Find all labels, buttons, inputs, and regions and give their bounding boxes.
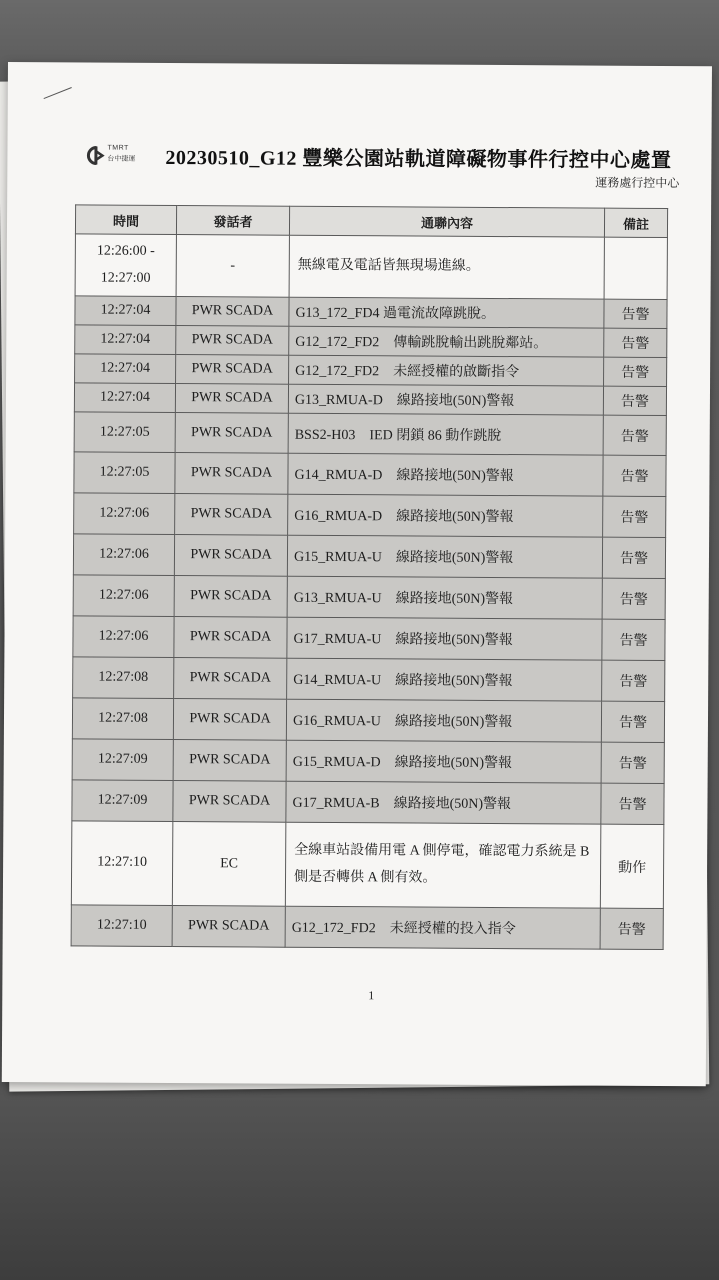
cell-time: 12:27:08 [72,698,173,740]
cell-sender: PWR SCADA [176,297,289,327]
column-header-note: 備註 [604,208,667,237]
table-row [72,698,664,743]
table-row [72,780,664,825]
cell-content: G15_RMUA-D 線路接地(50N)警報 [286,740,601,783]
cell-content: G16_RMUA-U 線路接地(50N)警報 [286,699,601,742]
cell-note: 告警 [601,701,664,742]
cell-note: 告警 [601,783,664,824]
cell-time: 12:27:09 [72,780,173,822]
cell-sender: EC [172,822,286,907]
column-header-time: 時間 [75,205,176,235]
column-header-sender: 發話者 [176,206,289,236]
cell-sender: PWR SCADA [174,535,287,577]
cell-content: G12_172_FD2 未經授權的啟斷指令 [289,355,604,386]
cell-content: G13_RMUA-U 線路接地(50N)警報 [287,576,602,619]
cell-note: 告警 [602,619,665,660]
cell-time: 12:27:06 [73,575,174,617]
table-row [75,296,667,329]
table-row [75,234,667,300]
table-row [71,905,663,950]
cell-time: 12:27:04 [75,296,176,326]
table-row [74,452,666,497]
department-label: 運務處行控中心 [595,175,680,191]
cell-content: G14_RMUA-U 線路接地(50N)警報 [287,658,602,701]
cell-sender: PWR SCADA [176,355,289,385]
tmrt-logo [85,140,145,170]
cell-note: 告警 [602,578,665,619]
cell-note: 告警 [602,537,665,578]
cell-note: 告警 [603,496,666,537]
cell-note: 動作 [600,824,664,908]
cell-note: 告警 [603,386,666,415]
logo-text-zh: 台中捷運 [107,155,136,163]
logo-text-en: TMRT [107,144,129,152]
cell-content: G13_RMUA-D 線路接地(50N)警報 [288,384,603,415]
document-header [85,140,685,191]
cell-content: G13_172_FD4 過電流故障跳脫。 [289,297,604,328]
table-row [74,412,666,456]
cell-note: 告警 [604,328,667,357]
cell-note: 告警 [602,660,665,701]
cell-time: 12:27:06 [73,534,174,576]
communication-log-table [71,204,669,950]
table-row [73,575,665,620]
cell-time: 12:27:06 [73,616,174,658]
cell-sender: PWR SCADA [172,906,285,948]
cell-content: G12_172_FD2 傳輸跳脫輸出跳脫鄰站。 [289,326,604,357]
table-row [73,534,665,579]
table-row [73,657,665,702]
cell-sender: PWR SCADA [174,658,287,700]
table-row [73,616,665,661]
cell-note: 告警 [600,908,663,949]
cell-time: 12:27:09 [72,739,173,781]
cell-time: 12:27:10 [71,821,173,906]
cell-note [604,237,667,300]
cell-content: G16_RMUA-D 線路接地(50N)警報 [288,494,603,537]
cell-time: 12:27:04 [75,325,176,355]
cell-sender: - [176,235,289,298]
table-row [72,739,664,784]
cell-content: G12_172_FD2 未經授權的投入指令 [285,906,600,949]
cell-time: 12:27:06 [74,493,175,535]
cell-sender: PWR SCADA [176,326,289,356]
cell-content: G17_RMUA-U 線路接地(50N)警報 [287,617,602,660]
table-row [74,383,666,416]
cell-sender: PWR SCADA [175,453,288,495]
cell-time: 12:27:04 [75,354,176,384]
cell-sender: PWR SCADA [175,413,288,454]
cell-content: 無線電及電話皆無現場進線。 [289,235,604,299]
table-row [75,354,667,387]
cell-content: BSS2-H03 IED 閉鎖 86 動作跳脫 [288,413,603,455]
cell-time: 12:26:00 - 12:27:00 [75,234,176,297]
table-header-row [75,205,667,238]
pen-mark [44,87,74,105]
cell-note: 告警 [603,415,666,455]
cell-sender: PWR SCADA [174,617,287,659]
cell-content: G15_RMUA-U 線路接地(50N)警報 [287,535,602,578]
cell-note: 告警 [604,299,667,328]
document-title: 20230510_G12 豐樂公園站軌道障礙物事件行控中心處置 [165,146,672,173]
cell-content: G17_RMUA-B 線路接地(50N)警報 [286,781,601,824]
cell-note: 告警 [604,357,667,386]
table-row [71,821,664,909]
cell-sender: PWR SCADA [175,494,288,536]
table-row [74,493,666,538]
column-header-content: 通聯內容 [289,206,604,237]
cell-time: 12:27:04 [74,383,175,413]
cell-sender: PWR SCADA [173,740,286,782]
page-number: 1 [368,988,375,1003]
cell-sender: PWR SCADA [173,699,286,741]
cell-time: 12:27:10 [71,905,172,947]
cell-content: G14_RMUA-D 線路接地(50N)警報 [288,453,603,496]
cell-sender: PWR SCADA [173,781,286,823]
cell-sender: PWR SCADA [175,384,288,414]
document-page [2,62,712,1086]
cell-note: 告警 [603,455,666,496]
table-row [75,325,667,358]
tmrt-logo-icon [85,144,107,166]
cell-note: 告警 [601,742,664,783]
cell-time: 12:27:05 [74,412,175,453]
cell-content: 全線車站設備用電 A 側停電，確認電力系統是 B 側是否轉供 A 側有效。 [285,822,601,908]
cell-time: 12:27:08 [73,657,174,699]
cell-sender: PWR SCADA [174,576,287,618]
cell-time: 12:27:05 [74,452,175,494]
